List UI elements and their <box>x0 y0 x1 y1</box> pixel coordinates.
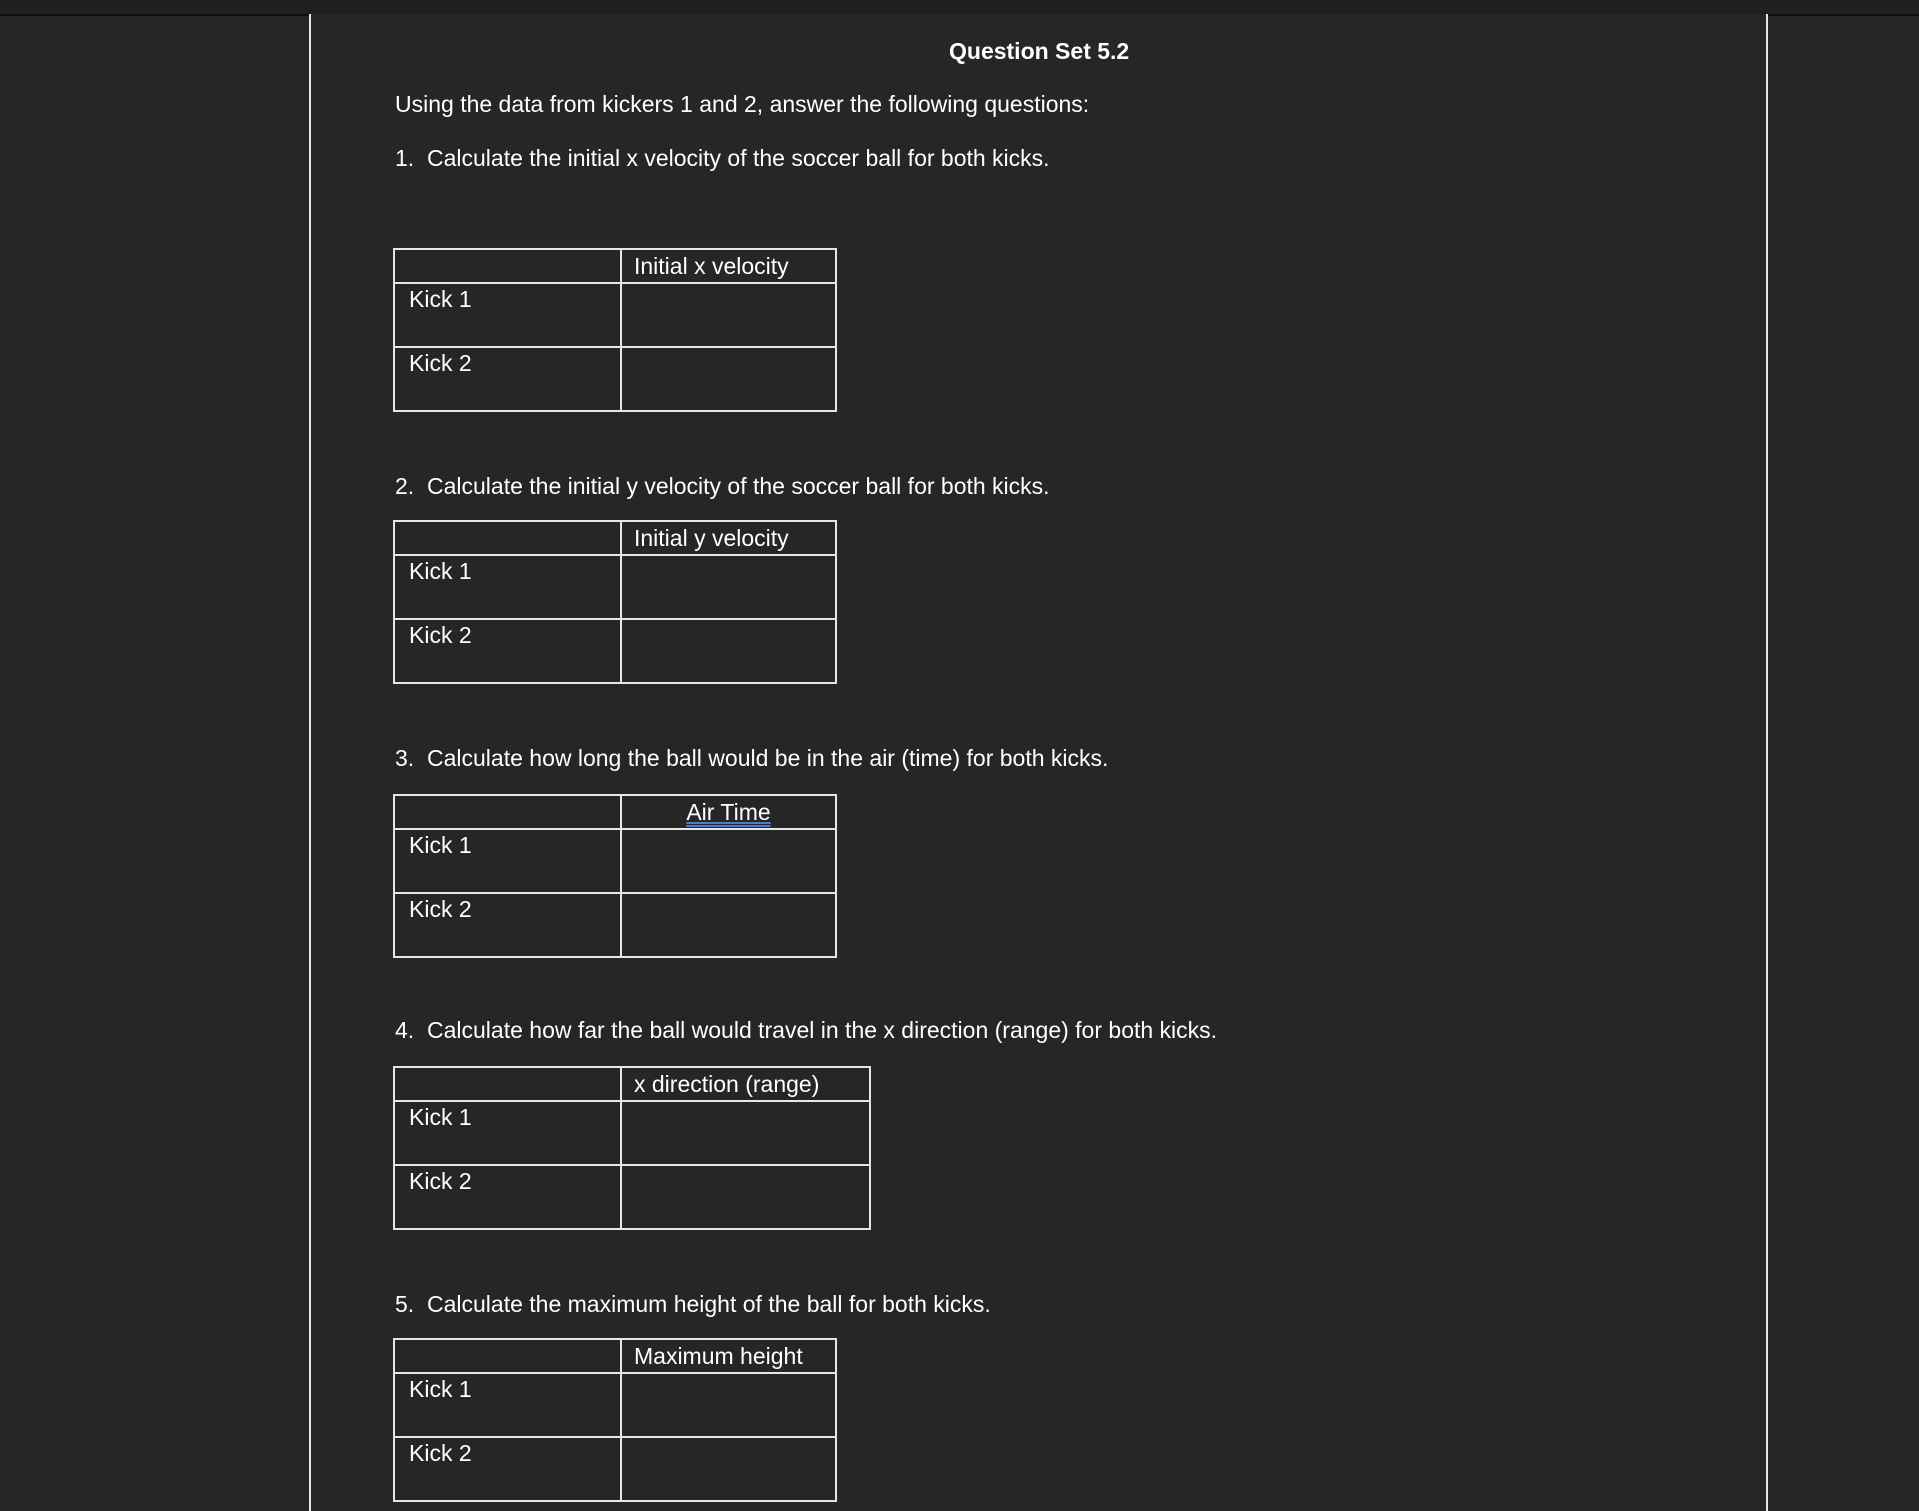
answer-table-5 <box>393 1338 837 1502</box>
table-header: Initial y velocity <box>621 521 836 555</box>
question-4 <box>395 1017 1217 1044</box>
table-corner-cell[interactable] <box>394 521 621 555</box>
question-number: 1. <box>395 145 415 171</box>
question-text: Calculate the maximum height of the ball for both kicks. <box>427 1291 991 1317</box>
row-label: Kick 2 <box>394 619 621 683</box>
question-3 <box>395 745 1108 772</box>
intro-text: Using the data from kickers 1 and 2, answer the following questions: <box>395 91 1090 117</box>
row-label: Kick 2 <box>394 347 621 411</box>
question-text: Calculate how long the ball would be in the air (time) for both kicks. <box>427 745 1109 771</box>
table-corner-cell[interactable] <box>394 795 621 829</box>
row-label: Kick 1 <box>394 555 621 619</box>
answer-table-1 <box>393 248 837 412</box>
document-page <box>309 14 1768 1511</box>
row-label: Kick 2 <box>394 893 621 957</box>
table-header: x direction (range) <box>621 1067 870 1101</box>
answer-table-2 <box>393 520 837 684</box>
table-corner-cell[interactable] <box>394 1067 621 1101</box>
row-label: Kick 1 <box>394 1101 621 1165</box>
row-label: Kick 2 <box>394 1437 621 1501</box>
question-text: Calculate the initial x velocity of the soccer ball for both kicks. <box>427 145 1050 171</box>
question-text: Calculate the initial y velocity of the soccer ball for both kicks. <box>427 473 1050 499</box>
answer-cell[interactable] <box>621 1165 870 1229</box>
row-label: Kick 2 <box>394 1165 621 1229</box>
answer-cell[interactable] <box>621 893 836 957</box>
row-label: Kick 1 <box>394 1373 621 1437</box>
answer-cell[interactable] <box>621 1437 836 1501</box>
question-number: 5. <box>395 1291 415 1317</box>
table-corner-cell[interactable] <box>394 1339 621 1373</box>
question-number: 4. <box>395 1017 415 1043</box>
answer-cell[interactable] <box>621 283 836 347</box>
row-label: Kick 1 <box>394 283 621 347</box>
answer-cell[interactable] <box>621 1373 836 1437</box>
answer-table-4 <box>393 1066 871 1230</box>
answer-cell[interactable] <box>621 829 836 893</box>
question-5 <box>395 1291 991 1318</box>
table-header-text: Air Time <box>686 799 771 825</box>
answer-table-3 <box>393 794 837 958</box>
table-header <box>621 795 836 829</box>
table-header: Initial x velocity <box>621 249 836 283</box>
table-corner-cell[interactable] <box>394 249 621 283</box>
question-number: 2. <box>395 473 415 499</box>
question-number: 3. <box>395 745 415 771</box>
answer-cell[interactable] <box>621 1101 870 1165</box>
question-2 <box>395 473 1050 500</box>
row-label: Kick 1 <box>394 829 621 893</box>
question-text: Calculate how far the ball would travel in the x direction (range) for both kicks. <box>427 1017 1218 1043</box>
table-header: Maximum height <box>621 1339 836 1373</box>
answer-cell[interactable] <box>621 347 836 411</box>
answer-cell[interactable] <box>621 619 836 683</box>
page-title: Question Set 5.2 <box>949 38 1130 64</box>
answer-cell[interactable] <box>621 555 836 619</box>
question-1 <box>395 145 1050 172</box>
